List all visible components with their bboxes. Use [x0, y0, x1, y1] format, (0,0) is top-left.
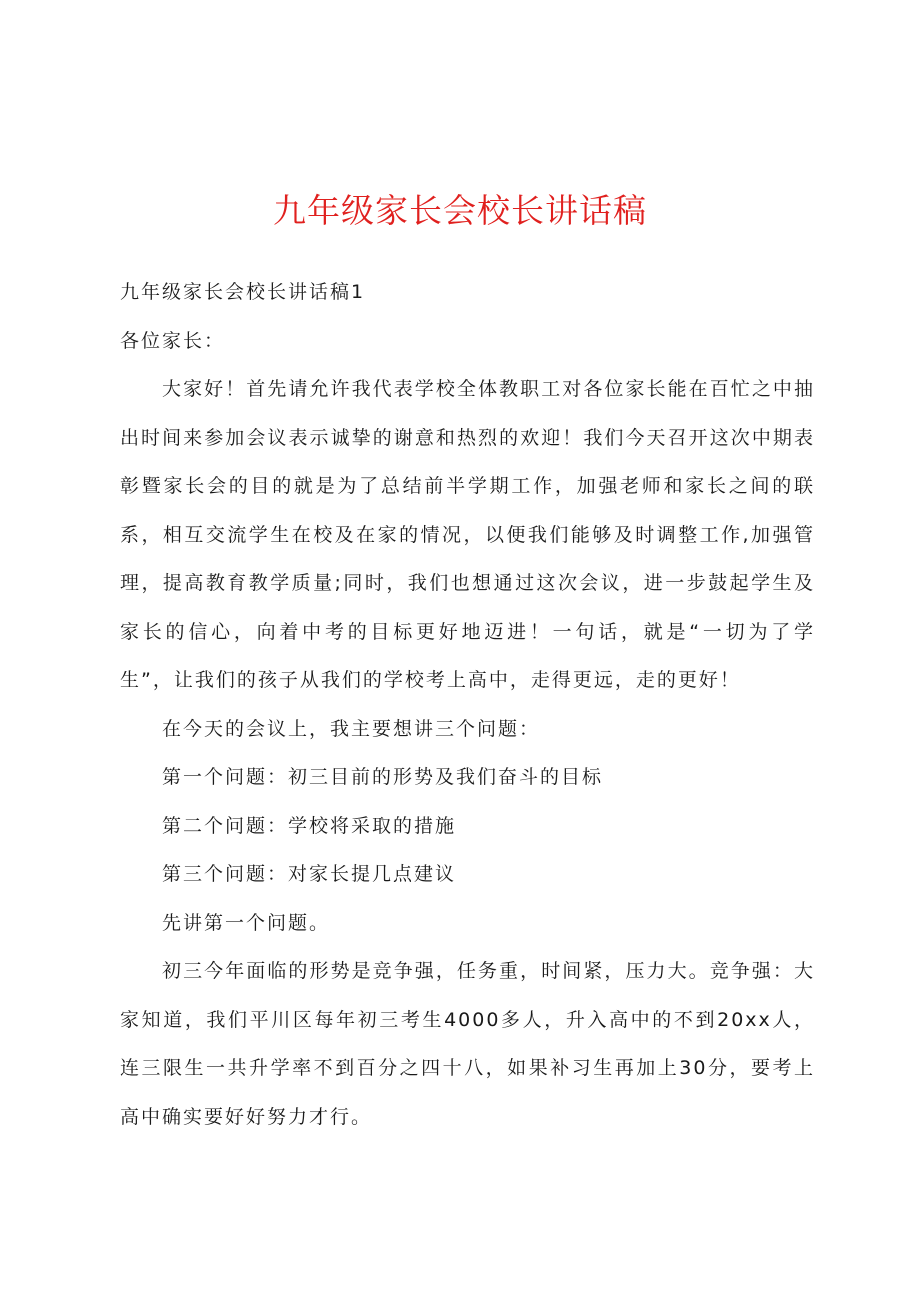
salutation: 各位家长： — [120, 329, 226, 352]
paragraph-situation: 初三今年面临的形势是竞争强，任务重，时间紧，压力大。竞争强：大家知道，我们平川区每年初三考生4000多人，升入高中的不到20xx人，连三限生一共升学率不到百分之四十八，如果补习生再加上30分，要考上高中确实要好好努力才行。 — [120, 960, 815, 1128]
document-body — [120, 268, 815, 1141]
paragraph-intro: 大家好！首先请允许我代表学校全体教职工对各位家长能在百忙之中抽出时间来参加会议表示诚挚的谢意和热烈的欢迎！我们今天召开这次中期表彰暨家长会的目的就是为了总结前半学期工作，加强老师和家长之间的联系，相互交流学生在校及在家的情况，以便我们能够及时调整工作,加强管理，提高教育教学质量;同时，我们也想通过这次会议，进一步鼓起学生及家长的信心，向着中考的目标更好地迈进！一句话，就是“一切为了学生”，让我们的孩子从我们的学校考上高中，走得更远，走的更好！ — [120, 378, 815, 691]
agenda-item-1: 第一个问题：初三目前的形势及我们奋斗的目标 — [162, 766, 604, 788]
paragraph-transition: 先讲第一个问题。 — [162, 911, 331, 934]
agenda-item-2: 第二个问题：学校将采取的措施 — [162, 814, 457, 837]
document-title: 九年级家长会校长讲话稿 — [273, 191, 647, 230]
document-subtitle: 九年级家长会校长讲话稿1 — [120, 281, 366, 303]
paragraph-agenda: 在今天的会议上，我主要想讲三个问题： — [162, 717, 541, 740]
agenda-item-3: 第三个问题：对家长提几点建议 — [162, 863, 457, 885]
